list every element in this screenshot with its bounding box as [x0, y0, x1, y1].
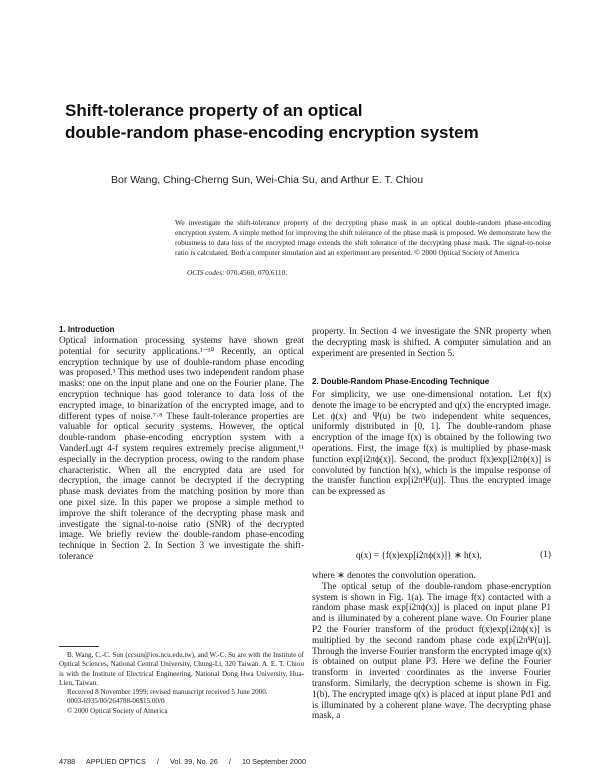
- title-line-2: double-random phase-encoding encryption system: [65, 123, 479, 142]
- section2-body: For simplicity, we use one-dimensional notation. Let f(x) denote the image to be encrypted and q(x) the encrypted image. Let ϕ(x) and Ψ(u) be two independent white sequences, uniformly distributed in [0, 1]. The double-random phase encryption of the image f(x) is obtained by the following two operations. First, the image f(x) is multiplied by phase-mask function exp[i2πϕ(x)]. Second, the product f(x)exp[i2πϕ(x)] is convoluted by function h(x), which is the impulse response of the transfer function exp[i2πΨ(u)]. Thus the encrypted image can be expressed as: [312, 390, 551, 498]
- footnote-copyright: © 2000 Optical Society of America: [67, 706, 168, 715]
- page-footer: 4788 APPLIED OPTICS / Vol. 39, No. 26 / 10 September 2000: [59, 757, 307, 766]
- author-list: Bor Wang, Ching-Cherng Sun, Wei-Chia Su, and Arthur E. T. Chiou: [111, 174, 424, 186]
- right-column-top: [312, 327, 551, 359]
- journal-date: 10 September 2000: [241, 757, 307, 766]
- convolution-note: where ∗ denotes the convolution operation.: [312, 571, 476, 581]
- footnote-code: 0003-6935/00/264788-06$15.00/0: [67, 697, 165, 706]
- ocis-codes: [187, 268, 287, 277]
- footnotes: [59, 651, 304, 716]
- footnote-divider: [59, 646, 99, 647]
- right-column-bottom: [312, 571, 551, 722]
- equation-number: (1): [540, 550, 551, 560]
- journal-name: APPLIED OPTICS: [85, 757, 146, 766]
- ocis-values: 070.4560, 070.6110.: [226, 268, 288, 277]
- page-number: 4788: [59, 757, 76, 766]
- footnote-affiliation: B. Wang, C.-C. Sun (ccsun@ios.ncu.edu.tw), and W.-C. Su are with the Institute of Optical Sciences, National Central University, Chung-Li, 320 Taiwan. A. E. T. Chiou is with the Institute of Electrical Engineering, National Dong Hwa University, Hua-Lien, Taiwan.: [59, 651, 304, 687]
- ocis-label: OCIS codes:: [187, 268, 225, 277]
- title-line-1: Shift-tolerance property of an optical: [65, 101, 363, 120]
- section-outline-paragraph: property. In Section 4 we investigate the SNR property when the decrypting mask is shifted. A computer simulation and an experiment are presented in Section 5.: [312, 327, 551, 359]
- optical-setup-paragraph: The optical setup of the double-random phase-encryption system is shown in Fig. 1(a). The image f(x) contacted with a random phase mask exp[i2πϕ(x)] is placed on input plane P1 and is illuminated by a coherent plane wave. On Fourier plane P2 the Fourier transform of the product f(x)exp[i2πϕ(x)] is multiplied by the second random phase code exp[i2πΨ(u)]. Through the inverse Fourier transform the encrypted image q(x) is obtained on output plane P3. Here we define the Fourier transform in inverted coordinates as the inverse Fourier transform. Similarly, the decryption scheme is shown in Fig. 1(b). The encrypted image q(x) is placed at input plane Pd1 and is illuminated by a coherent plane wave. The decrypting phase mask, a: [312, 581, 551, 722]
- section-heading-introduction: 1. Introduction: [59, 325, 115, 334]
- equation-expression: q(x) = {f(x)exp[i2πϕ(x)]} ∗ h(x),: [356, 551, 482, 561]
- journal-volume: Vol. 39, No. 26: [169, 757, 218, 766]
- section2-paragraph: [312, 390, 551, 498]
- abstract: We investigate the shift-tolerance property of the decrypting phase mask in an optical double-random phase-encoding encryption system. A simple method for improving the shift tolerance of the phase mask is proposed. We demonstrate how the robustness to data loss of the encrypted image extends the shift tolerance of the decrypting phase mask. The signal-to-noise ratio is calculated. Both a computer simulation and an experiment are presented. © 2000 Optical Society of America: [175, 218, 551, 257]
- left-column: [59, 336, 304, 563]
- paper-title: [65, 100, 565, 144]
- introduction-paragraph: Optical information processing systems have shown great potential for security applications.¹⁻¹⁰ Recently, an optical encryption technique by use of double-random phase encoding was proposed.³ This method uses two independent random phase masks: one on the input plane and one on the Fourier plane. The encryption technique has good tolerance to data loss of the encrypted image, to binarization of the encrypted image, and to different types of noise.⁷·⁸ These fault-tolerance properties are valuable for optical security systems. However, the optical double-random phase-encoding encryption system with a VanderLugt 4-f system requires extremely precise alignment,¹¹ especially in the decryption process, owing to the random phase characteristic. When all the encrypted data are used for decryption, the image cannot be decrypted if the decrypting phase mask deviates from the matching position by more than one pixel size. In this paper we propose a simple method to improve the shift tolerance of the decrypting phase mask and investigate the signal-to-noise ratio (SNR) of the decrypted image. We briefly review the double-random phase-encoding technique in Section 2. In Section 3 we investigate the shift-tolerance: [59, 336, 304, 562]
- footnote-received: Received 8 November 1999; revised manuscript received 5 June 2000.: [67, 688, 268, 697]
- section-heading-double-random: 2. Double-Random Phase-Encoding Technique: [312, 377, 490, 386]
